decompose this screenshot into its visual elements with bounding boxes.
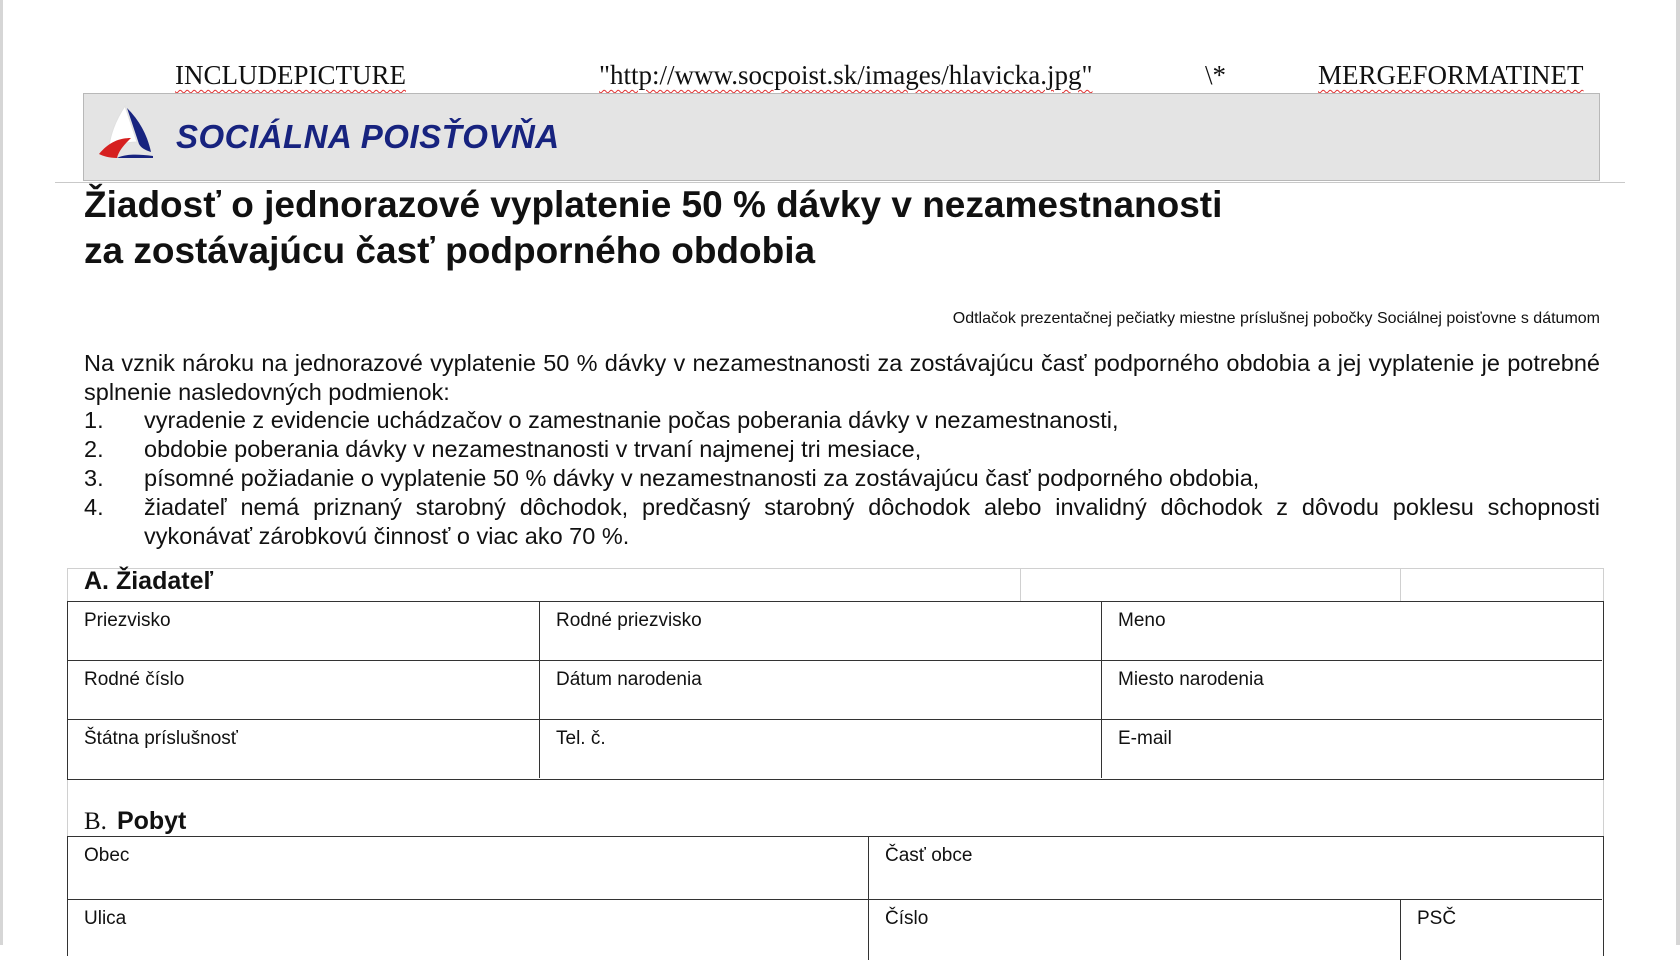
field-label: Rodné číslo xyxy=(84,669,185,690)
header-divider-1 xyxy=(1020,569,1021,602)
section-a-title: A. Žiadateľ xyxy=(84,567,214,595)
list-item-number: 1. xyxy=(84,407,104,433)
field-label: PSČ xyxy=(1417,908,1457,929)
field-label: Štátna príslušnosť xyxy=(84,728,238,749)
birth-surname-field[interactable] xyxy=(540,602,1102,661)
section-b-title xyxy=(84,807,186,836)
section-a-header xyxy=(67,568,1604,602)
list-item-number: 2. xyxy=(84,436,104,462)
field-label: Číslo xyxy=(885,908,929,929)
list-item-text: vyradenie z evidencie uchádzačov o zamestnanie počas poberania dávky v nezamestnanosti, xyxy=(144,407,1119,433)
birth-place-field[interactable] xyxy=(1102,661,1602,720)
first-name-field[interactable] xyxy=(1102,602,1602,661)
street-field[interactable] xyxy=(68,900,869,960)
title-line-1: Žiadosť o jednorazové vyplatenie 50 % dávky v nezamestnanosti xyxy=(84,184,1223,225)
stamp-note: Odtlačok prezentačnej pečiatky miestne príslušnej pobočky Sociálnej poisťovne s dátumom xyxy=(952,310,1600,327)
postal-code-field[interactable] xyxy=(1401,900,1602,960)
nationality-field[interactable] xyxy=(68,720,540,778)
list-item-text: žiadateľ nemá priznaný starobný dôchodok, predčasný starobný dôchodok alebo invalidný dôchodok z dôvodu poklesu schopnosti vykonávať zárobkovú činnosť o viac ako 70 %. xyxy=(144,494,1600,549)
field-label: Ulica xyxy=(84,908,127,929)
field-label: E-mail xyxy=(1118,728,1172,749)
municipality-part-field[interactable] xyxy=(869,837,1602,900)
surname-field[interactable] xyxy=(68,602,540,661)
list-item-number: 3. xyxy=(84,465,104,491)
logo-wordmark: SOCIÁLNA POISŤOVŇA xyxy=(176,118,560,155)
field-label: Meno xyxy=(1118,610,1166,631)
birth-date-field[interactable] xyxy=(540,661,1102,720)
field-code-line xyxy=(175,60,1600,90)
list-item-number: 4. xyxy=(84,494,104,520)
field-code-part-3: \* xyxy=(1205,60,1227,90)
sail-logo-icon xyxy=(95,104,165,160)
birth-number-field[interactable] xyxy=(68,661,540,720)
list-item-text: písomné požiadanie o vyplatenie 50 % dávky v nezamestnanosti za zostávajúcu časť podporného obdobia, xyxy=(144,465,1260,491)
section-b-header xyxy=(67,780,1604,838)
phone-field[interactable] xyxy=(540,720,1102,778)
page-title xyxy=(84,182,1222,274)
conditions-list xyxy=(84,406,1600,551)
field-label: Priezvisko xyxy=(84,610,171,631)
header-divider-2 xyxy=(1400,569,1401,602)
field-label: Rodné priezvisko xyxy=(556,610,702,631)
list-item xyxy=(84,464,1600,493)
list-item xyxy=(84,406,1600,435)
field-code-part-2: "http://www.socpoist.sk/images/hlavicka.jpg" xyxy=(599,60,1093,90)
page-left-edge xyxy=(0,0,3,945)
field-label: Dátum narodenia xyxy=(556,669,702,690)
section-b-letter: B. xyxy=(84,808,107,835)
field-label: Tel. č. xyxy=(556,728,606,749)
field-label: Časť obce xyxy=(885,845,973,866)
list-item-text: obdobie poberania dávky v nezamestnanosti v trvaní najmenej tri mesiace, xyxy=(144,436,922,462)
list-item xyxy=(84,435,1600,464)
field-code-part-4: MERGEFORMATINET xyxy=(1318,60,1584,90)
field-label: Miesto narodenia xyxy=(1118,669,1264,690)
title-line-2: za zostávajúcu časť podporného obdobia xyxy=(84,230,816,271)
section-b-name: Pobyt xyxy=(116,807,187,835)
field-label: Obec xyxy=(84,845,130,866)
field-code-part-1: INCLUDEPICTURE xyxy=(175,60,406,90)
residence-table xyxy=(67,836,1604,956)
page-right-edge xyxy=(1676,0,1680,945)
email-field[interactable] xyxy=(1102,720,1602,778)
intro-paragraph: Na vznik nároku na jednorazové vyplatenie 50 % dávky v nezamestnanosti za zostávajúcu časť podporného obdobia a jej vyplatenie je potrebné splnenie nasledovných podmienok: xyxy=(84,350,1600,405)
municipality-field[interactable] xyxy=(68,837,869,900)
house-number-field[interactable] xyxy=(869,900,1401,960)
list-item xyxy=(84,493,1600,551)
applicant-table xyxy=(67,601,1604,780)
